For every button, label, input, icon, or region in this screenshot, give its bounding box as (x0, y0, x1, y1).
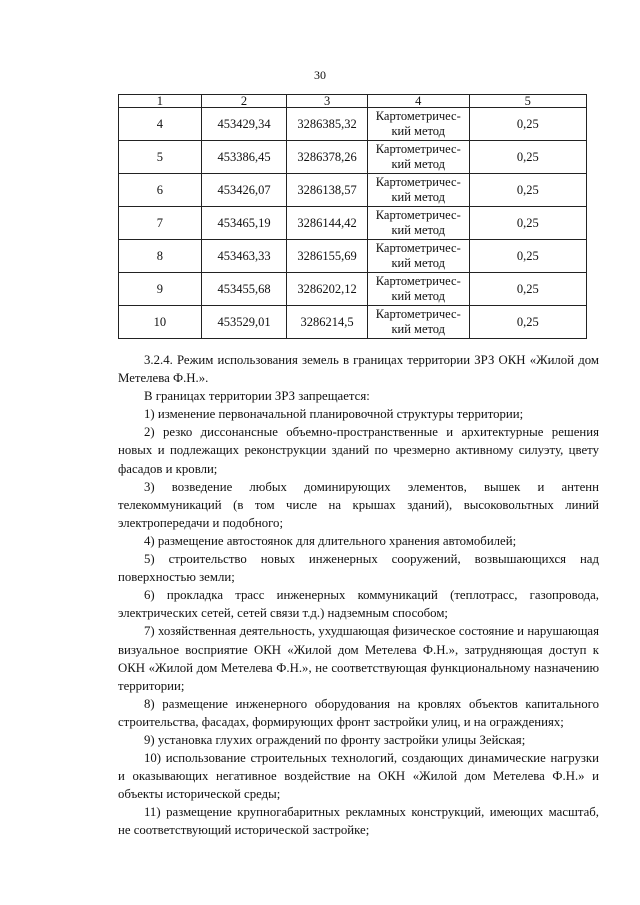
page-number: 30 (314, 68, 326, 82)
method-line-2: кий метод (391, 157, 446, 171)
column-header-4: 4 (367, 95, 469, 108)
column-header-1: 1 (119, 95, 202, 108)
section-heading: 3.2.4. Режим использования земель в границах территории ЗРЗ ОКН «Жилой дом Метелева Ф.Н.». (118, 353, 599, 386)
method-line-2: кий метод (391, 256, 446, 270)
accuracy-cell: 0,25 (469, 240, 586, 273)
table-row (119, 240, 587, 273)
y-coordinate-cell: 3286378,26 (287, 141, 368, 174)
restriction-item: 2) резко диссонансные объемно-пространственные и архитектурные решения новых и подлежащих реконструкции зданий по чрезмерно активному силуэту, цвету фасадов и кровли; (118, 425, 599, 476)
column-header-3: 3 (287, 95, 368, 108)
method-cell (367, 240, 469, 273)
restriction-item: 4) размещение автостоянок для длительного хранения автомобилей; (144, 533, 517, 548)
method-line-1: Картометричес- (375, 175, 461, 189)
y-coordinate-cell: 3286202,12 (287, 273, 368, 306)
table-header (119, 95, 587, 108)
y-coordinate-cell: 3286138,57 (287, 174, 368, 207)
table-row (119, 306, 587, 339)
method-cell (367, 207, 469, 240)
x-coordinate-cell: 453529,01 (201, 306, 286, 339)
restriction-item: 5) строительство новых инженерных сооружений, возвышающихся над поверхностью земли; (118, 552, 599, 585)
method-line-1: Картометричес- (375, 241, 461, 255)
method-cell (367, 174, 469, 207)
x-coordinate-cell: 453386,45 (201, 141, 286, 174)
table-row (119, 273, 587, 306)
x-coordinate-cell: 453429,34 (201, 108, 286, 141)
restrictions-intro: В границах территории ЗРЗ запрещается: (144, 389, 370, 404)
method-line-2: кий метод (391, 322, 446, 336)
x-coordinate-cell: 453426,07 (201, 174, 286, 207)
accuracy-cell: 0,25 (469, 207, 586, 240)
restriction-item: 11) размещение крупногабаритных рекламных конструкций, имеющих масштаб, не соответствующий исторической застройке; (118, 805, 599, 838)
method-line-1: Картометричес- (375, 274, 461, 288)
table-header-row (119, 95, 587, 108)
y-coordinate-cell: 3286144,42 (287, 207, 368, 240)
method-cell (367, 306, 469, 339)
point-number-cell: 6 (119, 174, 202, 207)
point-number-cell: 8 (119, 240, 202, 273)
table-row (119, 174, 587, 207)
column-header-2: 2 (201, 95, 286, 108)
table-body (119, 108, 587, 339)
table-row (119, 141, 587, 174)
restriction-item: 9) установка глухих ограждений по фронту застройки улицы Зейская; (144, 732, 526, 747)
method-line-2: кий метод (391, 190, 446, 204)
y-coordinate-cell: 3286385,32 (287, 108, 368, 141)
accuracy-cell: 0,25 (469, 174, 586, 207)
y-coordinate-cell: 3286214,5 (287, 306, 368, 339)
y-coordinate-cell: 3286155,69 (287, 240, 368, 273)
method-line-1: Картометричес- (375, 142, 461, 156)
method-line-1: Картометричес- (375, 109, 461, 123)
body-text (118, 351, 599, 840)
restriction-item: 1) изменение первоначальной планировочной структуры территории; (144, 407, 524, 422)
accuracy-cell: 0,25 (469, 108, 586, 141)
x-coordinate-cell: 453463,33 (201, 240, 286, 273)
accuracy-cell: 0,25 (469, 306, 586, 339)
point-number-cell: 5 (119, 141, 202, 174)
accuracy-cell: 0,25 (469, 273, 586, 306)
method-line-2: кий метод (391, 223, 446, 237)
method-line-2: кий метод (391, 124, 446, 138)
method-cell (367, 273, 469, 306)
restriction-item: 7) хозяйственная деятельность, ухудшающая физическое состояние и нарушающая визуальное восприятие ОКН «Жилой дом Метелева Ф.Н.», затрудняющая доступ к ОКН «Жилой дом Метелева Ф.Н.», не соответствующая функциональному назначению территории; (118, 624, 599, 693)
x-coordinate-cell: 453465,19 (201, 207, 286, 240)
point-number-cell: 7 (119, 207, 202, 240)
restriction-item: 8) размещение инженерного оборудования на кровлях объектов капитального строительства, фасадах, формирующих фронт застройки улиц, и на ограждениях; (118, 696, 599, 729)
method-line-2: кий метод (391, 289, 446, 303)
method-cell (367, 141, 469, 174)
table-row (119, 207, 587, 240)
restriction-item: 3) возведение любых доминирующих элементов, вышек и антенн телекоммуникаций (в том числе на крышах зданий), высоковольтных линий электропередачи и подобного; (118, 479, 599, 530)
column-header-5: 5 (469, 95, 586, 108)
point-number-cell: 4 (119, 108, 202, 141)
table-row (119, 108, 587, 141)
x-coordinate-cell: 453455,68 (201, 273, 286, 306)
method-line-1: Картометричес- (375, 307, 461, 321)
accuracy-cell: 0,25 (469, 141, 586, 174)
point-number-cell: 9 (119, 273, 202, 306)
restriction-item: 10) использование строительных технологий, создающих динамические нагрузки и оказывающих негативное воздействие на ОКН «Жилой дом Метелева Ф.Н.» и объекты исторической среды; (118, 751, 599, 802)
method-line-1: Картометричес- (375, 208, 461, 222)
point-number-cell: 10 (119, 306, 202, 339)
restriction-item: 6) прокладка трасс инженерных коммуникаций (теплотрасс, газопровода, электрических сетей, сетей связи т.д.) надземным способом; (118, 588, 599, 621)
method-cell (367, 108, 469, 141)
coordinates-table (118, 94, 587, 339)
